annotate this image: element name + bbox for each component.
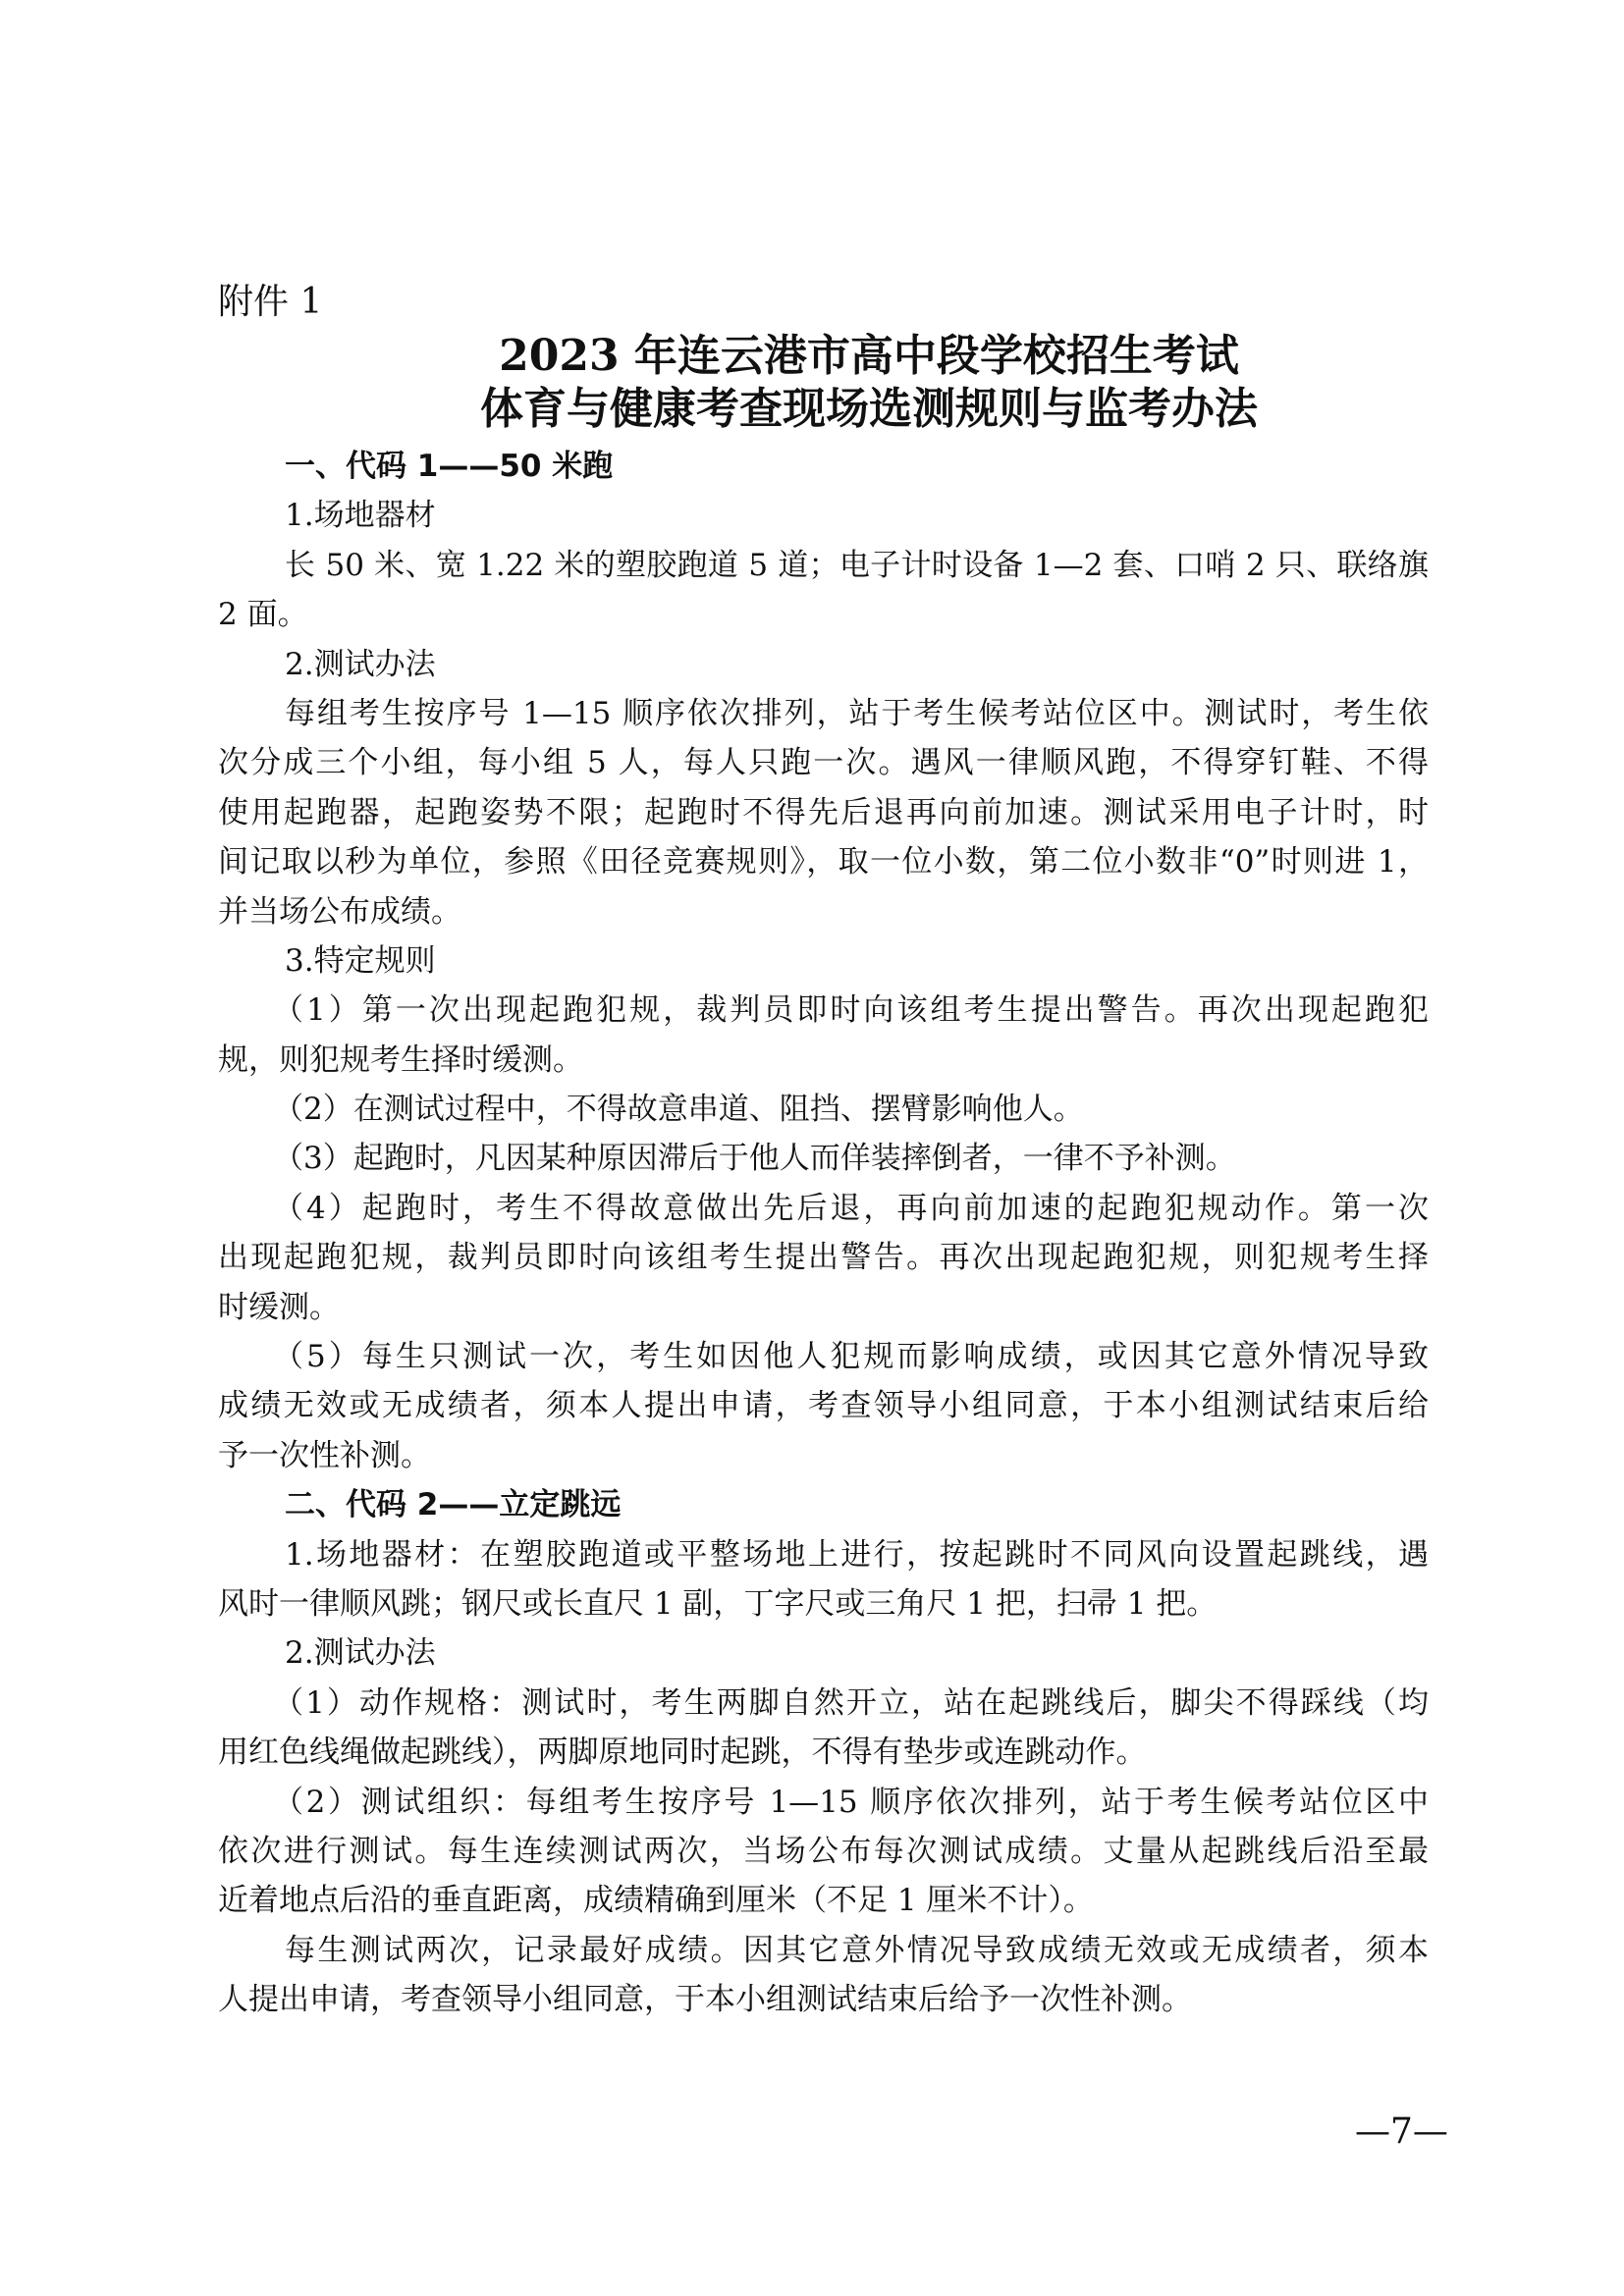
paragraph	[218, 640, 1429, 689]
text-line: 3.特定规则	[285, 942, 436, 979]
paragraph	[218, 1926, 1429, 2025]
document-title-line-2: 体育与健康考查现场选测规则与监考办法	[480, 384, 1258, 434]
paragraph	[218, 986, 1429, 1085]
paragraph	[218, 1085, 1429, 1134]
text-line: 成绩无效或无成绩者，须本人提出申请，考查领导小组同意，于本小组测试结束后给	[218, 1388, 1429, 1424]
text-line: 予一次性补测。	[218, 1437, 431, 1473]
text-line: 近着地点后沿的垂直距离，成绩精确到厘米（不足 1 厘米不计）。	[218, 1883, 1094, 1919]
paragraph	[218, 1629, 1429, 1678]
paragraph	[218, 689, 1429, 936]
text-line: 风时一律顺风跳；钢尺或长直尺 1 副，丁字尺或三角尺 1 把，扫帚 1 把。	[218, 1585, 1218, 1622]
text-line: 人提出申请，考查领导小组同意，于本小组测试结束后给予一次性补测。	[218, 1982, 1192, 2018]
text-line: （3）起跑时，凡因某种原因滞后于他人而佯装摔倒者，一律不予补测。	[273, 1141, 1236, 1177]
text-line: 一、代码 1——50 米跑	[285, 449, 614, 484]
text-line: 并当场公布成绩。	[218, 893, 461, 930]
text-line: （2）在测试过程中，不得故意串道、阻挡、摆臂影响他人。	[273, 1092, 1084, 1128]
section-heading	[218, 1480, 1429, 1529]
paragraph	[218, 1778, 1429, 1926]
paragraph	[218, 1530, 1429, 1629]
text-line: 二、代码 2——立定跳远	[285, 1487, 622, 1523]
text-line: 长 50 米、宽 1.22 米的塑胶跑道 5 道；电子计时设备 1—2 套、口哨 2 只、联络旗	[285, 547, 1429, 583]
document-title-line-1: 2023 年连云港市高中段学校招生考试	[499, 331, 1239, 381]
text-line: （2）测试组织：每组考生按序号 1—15 顺序依次排列，站于考生候考站位区中	[273, 1784, 1429, 1820]
paragraph	[218, 1184, 1429, 1332]
section-heading	[218, 442, 1429, 491]
paragraph	[218, 1332, 1429, 1480]
text-line: （5）每生只测试一次，考生如因他人犯规而影响成绩，或因其它意外情况导致	[273, 1339, 1429, 1375]
text-line: （4）起跑时，考生不得故意做出先后退，再向前加速的起跑犯规动作。第一次	[273, 1190, 1429, 1226]
document-body	[218, 442, 1429, 2025]
page-number: —7—	[1355, 2111, 1448, 2152]
text-line: 使用起跑器，起跑姿势不限；起跑时不得先后退再向前加速。测试采用电子计时，时	[218, 794, 1429, 830]
text-line: 间记取以秒为单位，参照《田径竞赛规则》，取一位小数，第二位小数非“0”时则进 1，	[218, 844, 1429, 881]
paragraph	[218, 491, 1429, 540]
text-line: 2.测试办法	[285, 646, 436, 682]
attachment-label: 附件 1	[218, 282, 323, 322]
text-line: 每组考生按序号 1—15 顺序依次排列，站于考生候考站位区中。测试时，考生依	[285, 695, 1429, 731]
paragraph	[218, 541, 1429, 640]
text-line: 2.测试办法	[285, 1635, 436, 1672]
text-line: 规，则犯规考生择时缓测。	[218, 1041, 583, 1078]
paragraph	[218, 1679, 1429, 1778]
text-line: 用红色线绳做起跳线），两脚原地同时起跳，不得有垫步或连跳动作。	[218, 1735, 1147, 1771]
text-line: 2 面。	[218, 597, 308, 633]
paragraph	[218, 936, 1429, 986]
text-line: 时缓测。	[218, 1289, 340, 1325]
text-line: 每生测试两次，记录最好成绩。因其它意外情况导致成绩无效或无成绩者，须本	[285, 1932, 1429, 1968]
text-line: 依次进行测试。每生连续测试两次，当场公布每次测试成绩。丈量从起跳线后沿至最	[218, 1833, 1429, 1869]
text-line: 出现起跑犯规，裁判员即时向该组考生提出警告。再次出现起跑犯规，则犯规考生择	[218, 1240, 1429, 1276]
text-line: （1）第一次出现起跑犯规，裁判员即时向该组考生提出警告。再次出现起跑犯	[273, 992, 1429, 1029]
paragraph	[218, 1134, 1429, 1183]
text-line: 1.场地器材	[285, 498, 436, 534]
text-line: （1）动作规格：测试时，考生两脚自然开立，站在起跳线后，脚尖不得踩线（均	[273, 1684, 1429, 1721]
text-line: 次分成三个小组，每小组 5 人，每人只跑一次。遇风一律顺风跑，不得穿钉鞋、不得	[218, 745, 1429, 781]
text-line: 1.场地器材：在塑胶跑道或平整场地上进行，按起跳时不同风向设置起跳线，遇	[285, 1536, 1429, 1573]
